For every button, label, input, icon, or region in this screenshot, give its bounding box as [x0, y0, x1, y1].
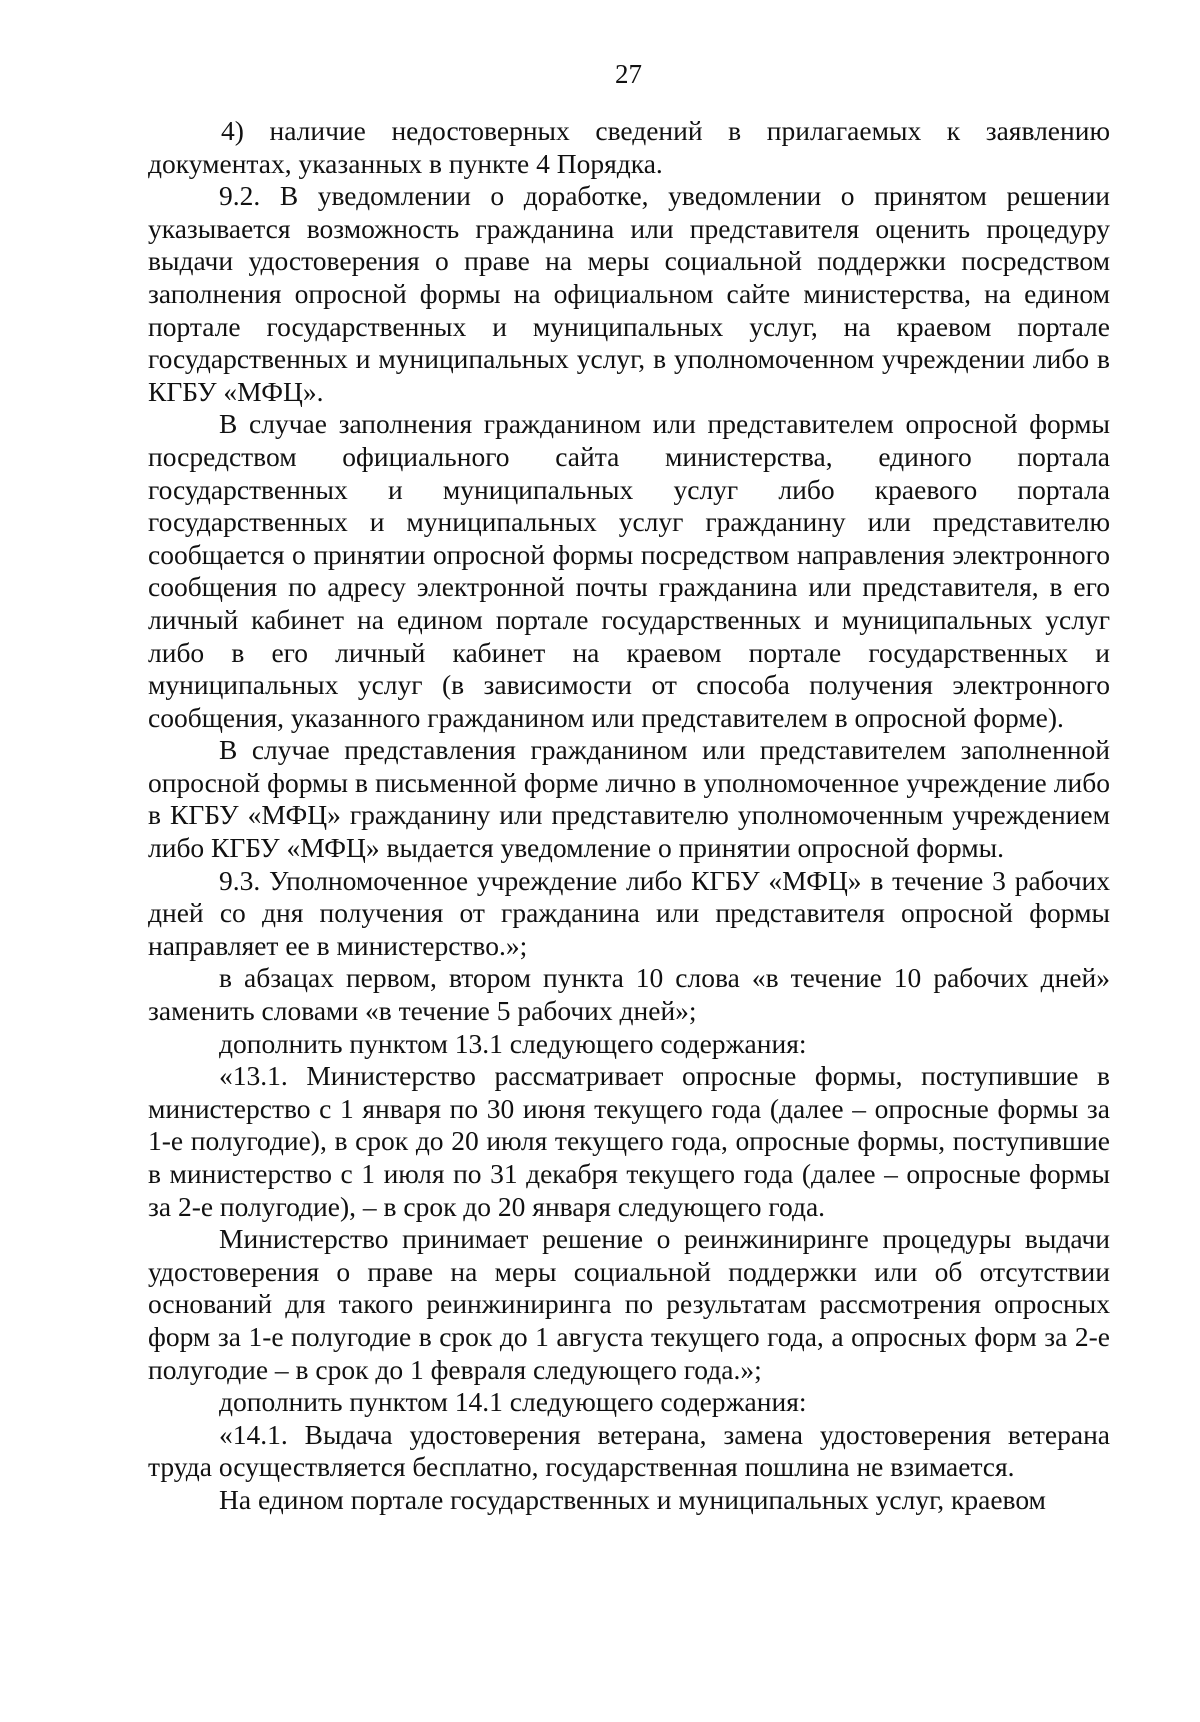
paragraph-reengineering-decision: Министерство принимает решение о реинжиниринге процедуры выдачи удостоверения о праве на меры социальной поддержки или об отсутствии оснований для такого реинжиниринга по результатам рассмотрения опросных форм за 1-е полугодие в срок до 1 августа текущего года, а опросных форм за 2-е полугодие – в срок до 1 февраля следующего года.»; — [148, 1223, 1110, 1385]
paragraph-electronic-form: В случае заполнения гражданином или представителем опросной формы посредством официального сайта министерства, единого портала государственных и муниципальных услуг либо краевого портала государственных и муниципальных услуг гражданину или представителю сообщается о принятии опросной формы посредством направления электронного сообщения по адресу электронной почты гражданина или представителя, в его личный кабинет на едином портале государственных и муниципальных услуг либо в его личный кабинет на краевом портале государственных и муниципальных услуг (в зависимости от способа получения электронного сообщения, указанного гражданином или представителем в опросной форме). — [148, 408, 1110, 733]
paragraph-14-1: «14.1. Выдача удостоверения ветерана, замена удостоверения ветерана труда осуществляется бесплатно, государственная пошлина не взимается. — [148, 1418, 1110, 1483]
paragraph-13-1: «13.1. Министерство рассматривает опросные формы, поступившие в министерство с 1 января по 30 июня текущего года (далее – опросные формы за 1-е полугодие), в срок до 20 июля текущего года, опросные формы, поступившие в министерство с 1 июля по 31 декабря текущего года (далее – опросные формы за 2-е полугодие), – в срок до 20 января следующего года. — [148, 1060, 1110, 1222]
paragraph-9-2: 9.2. В уведомлении о доработке, уведомлении о принятом решении указывается возможность гражданина или представителя оценить процедуру выдачи удостоверения о праве на меры социальной поддержки посредством заполнения опросной формы на официальном сайте министерства, на едином портале государственных и муниципальных услуг, на краевом портале государственных и муниципальных услуг, в уполномоченном учреждении либо в КГБУ «МФЦ». — [148, 180, 1110, 407]
paragraph-unified-portal: На едином портале государственных и муниципальных услуг, краевом — [219, 1483, 1046, 1515]
paragraph-add-13-1: дополнить пунктом 13.1 следующего содержания: — [219, 1027, 807, 1059]
paragraph-item-4: 4) наличие недостоверных сведений в прилагаемых к заявлению документах, указанных в пункте 4 Порядка. — [148, 115, 1110, 179]
page-number: 27 — [615, 59, 642, 89]
paragraph-point-10-change: в абзацах первом, втором пункта 10 слова «в течение 10 рабочих дней» заменить словами «в течение 5 рабочих дней»; — [148, 962, 1110, 1027]
paragraph-add-14-1: дополнить пунктом 14.1 следующего содержания: — [219, 1386, 807, 1418]
paragraph-9-3: 9.3. Уполномоченное учреждение либо КГБУ «МФЦ» в течение 3 рабочих дней со дня получения от гражданина или представителя опросной формы направляет ее в министерство.»; — [148, 864, 1110, 961]
paragraph-paper-form: В случае представления гражданином или представителем заполненной опросной формы в письменной форме лично в уполномоченное учреждение либо в КГБУ «МФЦ» гражданину или представителю уполномоченным учреждением либо КГБУ «МФЦ» выдается уведомление о принятии опросной формы. — [148, 734, 1110, 864]
document-body — [148, 115, 1110, 1517]
